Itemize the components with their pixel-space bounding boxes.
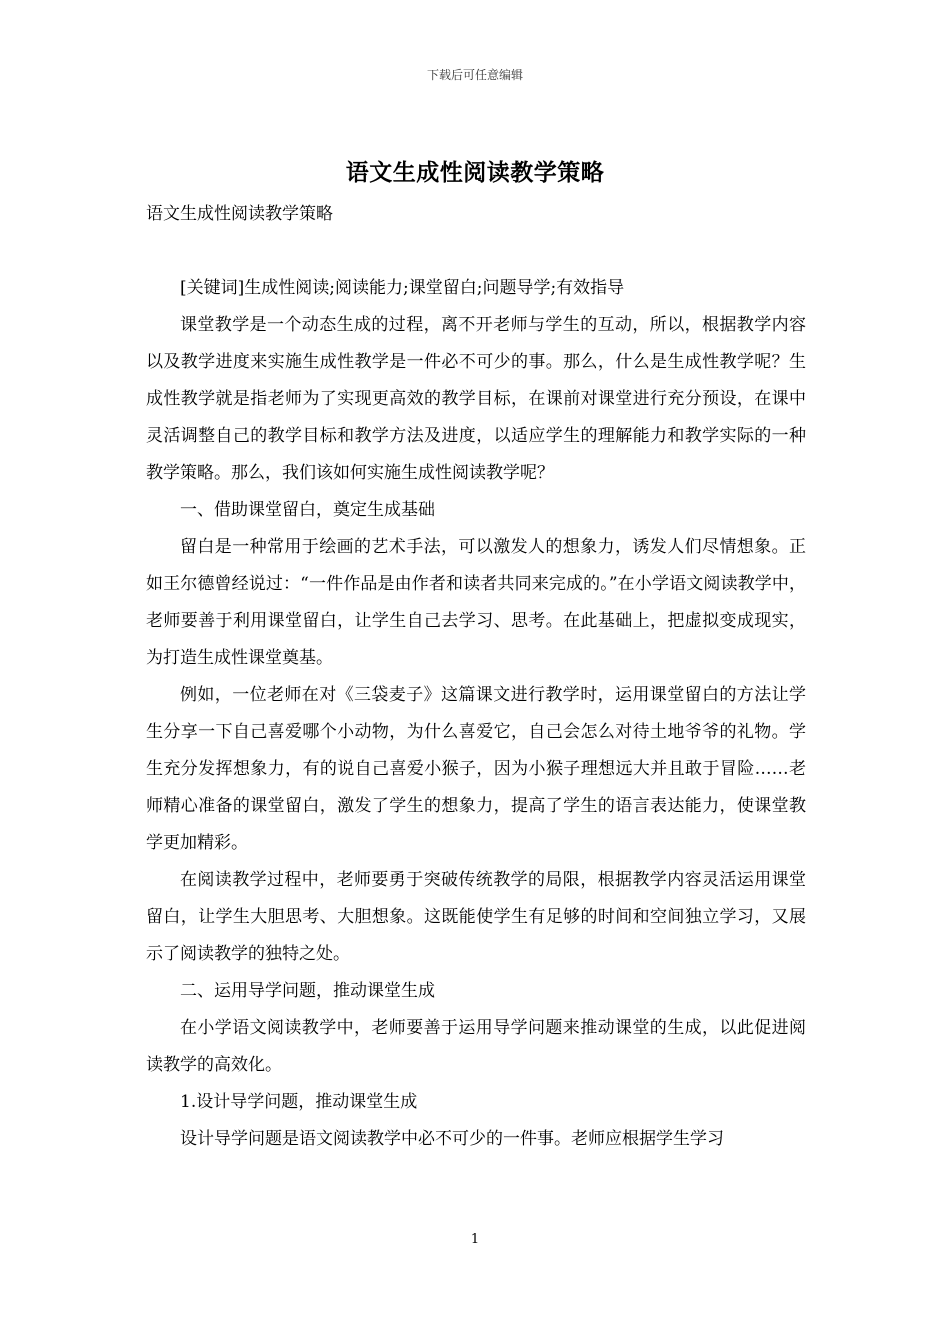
- document-subtitle: 语文生成性阅读教学策略: [146, 204, 333, 224]
- paragraph: 留白是一种常用于绘画的艺术手法，可以激发人的想象力，诱发人们尽情想象。正如王尔德曾经说过：“一件作品是由作者和读者共同来完成的。”在小学语文阅读教学中，老师要善于利用课堂留白，让学生自己去学习、思考。在此基础上，把虚拟变成现实，为打造生成性课堂奠基。: [146, 537, 806, 668]
- document-body: [146, 196, 806, 1158]
- document-title: 语文生成性阅读教学策略: [345, 159, 605, 186]
- paragraph: 设计导学问题是语文阅读教学中必不可少的一件事。老师应根据学生学习: [180, 1129, 724, 1149]
- section-heading-2: 二、运用导学问题，推动课堂生成: [180, 981, 435, 1001]
- page-number: 1: [470, 1232, 480, 1247]
- paragraph: 课堂教学是一个动态生成的过程，离不开老师与学生的互动，所以，根据教学内容以及教学进度来实施生成性教学是一件必不可少的事。那么，什么是生成性教学呢？生成性教学就是指老师为了实现更高效的教学目标，在课前对课堂进行充分预设，在课中灵活调整自己的教学目标和教学方法及进度，以适应学生的理解能力和教学实际的一种教学策略。那么，我们该如何实施生成性阅读教学呢？: [146, 315, 806, 483]
- subsection-heading-1: 1.设计导学问题，推动课堂生成: [180, 1092, 418, 1112]
- paragraph: 在阅读教学过程中，老师要勇于突破传统教学的局限，根据教学内容灵活运用课堂留白，让学生大胆思考、大胆想象。这既能使学生有足够的时间和空间独立学习，又展示了阅读教学的独特之处。: [146, 870, 806, 964]
- paragraph: 例如，一位老师在对《三袋麦子》这篇课文进行教学时，运用课堂留白的方法让学生分享一下自己喜爱哪个小动物，为什么喜爱它，自己会怎么对待土地爷爷的礼物。学生充分发挥想象力，有的说自己喜爱小猴子，因为小猴子理想远大并且敢于冒险……老师精心准备的课堂留白，激发了学生的想象力，提高了学生的语言表达能力，使课堂教学更加精彩。: [146, 685, 806, 853]
- header-note: 下载后可任意编辑: [426, 68, 523, 82]
- paragraph: 在小学语文阅读教学中，老师要善于运用导学问题来推动课堂的生成，以此促进阅读教学的高效化。: [146, 1018, 806, 1075]
- section-heading-1: 一、借助课堂留白，奠定生成基础: [180, 500, 435, 520]
- keywords-line: [关键词]生成性阅读;阅读能力;课堂留白;问题导学;有效指导: [180, 278, 625, 298]
